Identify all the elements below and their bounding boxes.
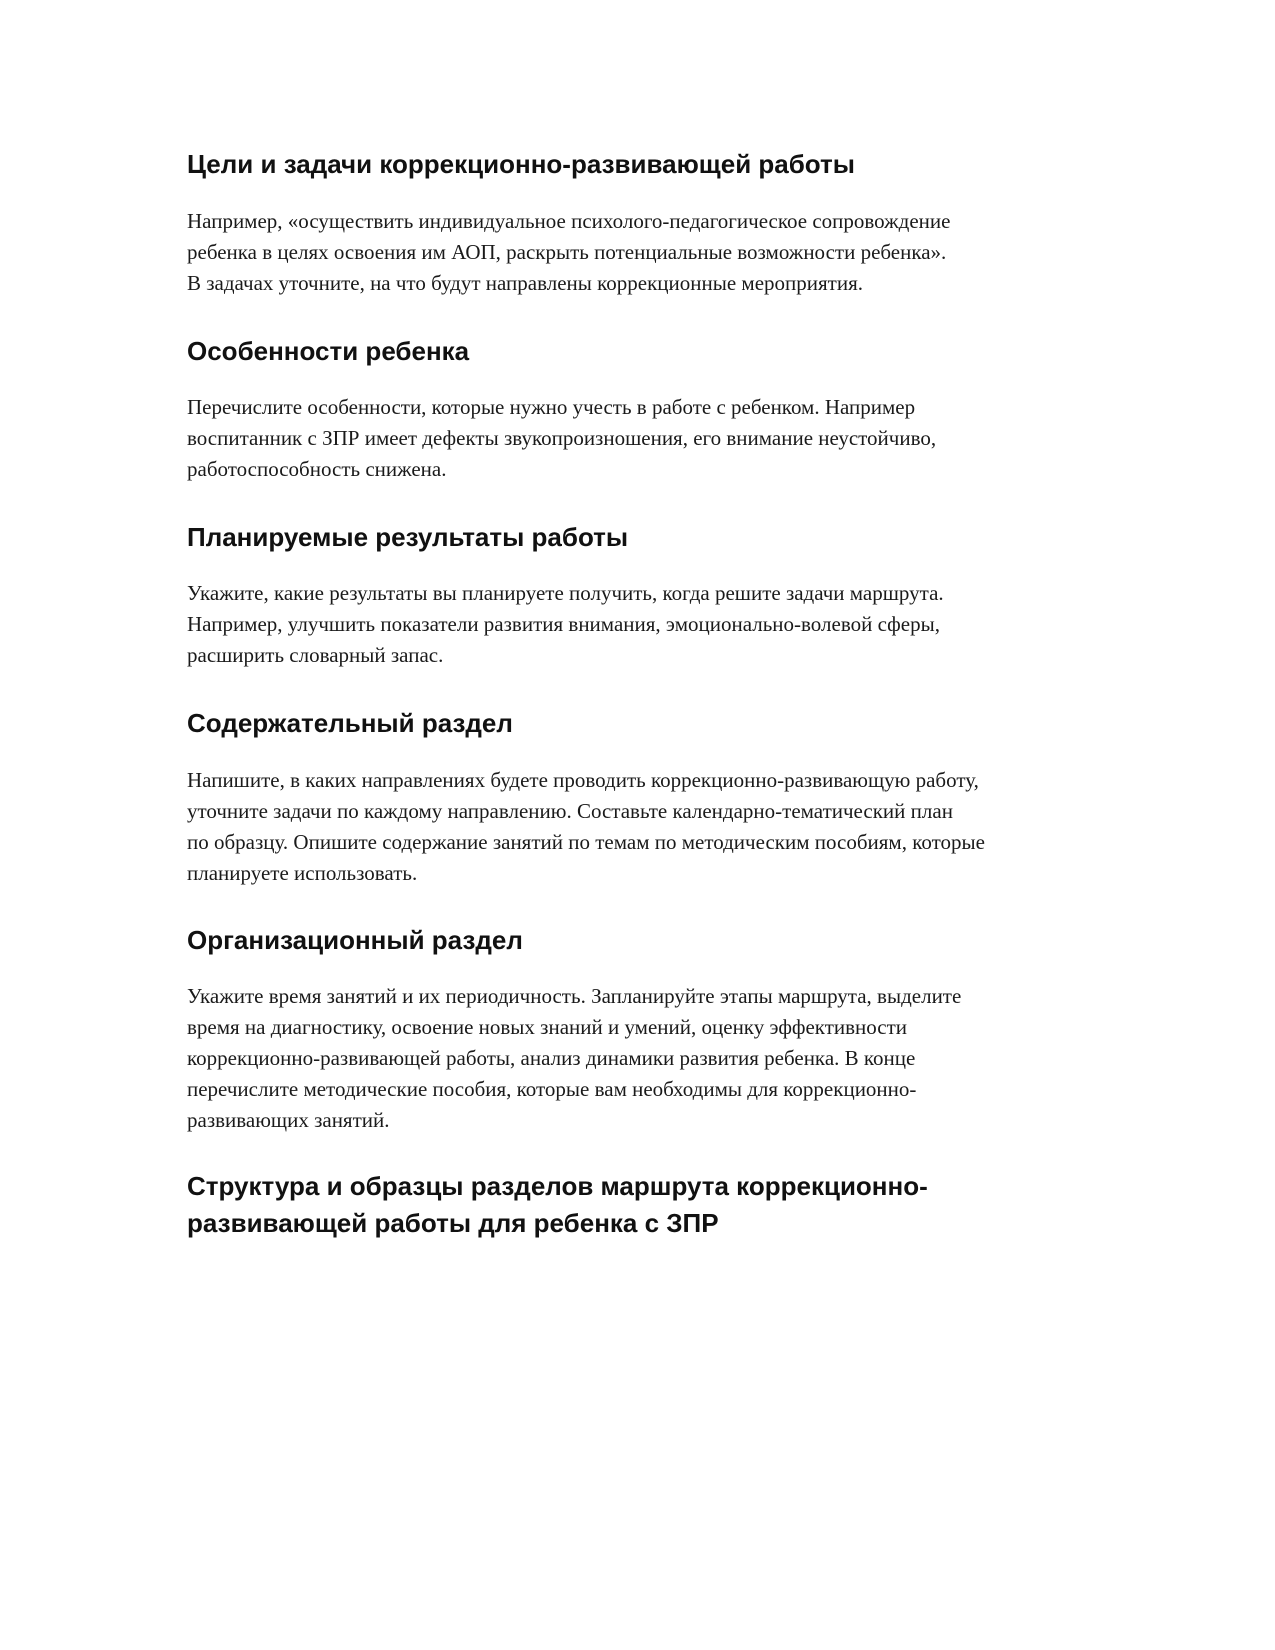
body-line: коррекционно-развивающей работы, анализ динамики развития ребенка. В конце: [187, 1046, 916, 1070]
body-line: В задачах уточните, на что будут направлены коррекционные мероприятия.: [187, 271, 863, 295]
section-body-organization: [187, 981, 1087, 1136]
body-line: уточните задачи по каждому направлению. Составьте календарно-тематический план: [187, 799, 953, 823]
section-body-content: [187, 765, 1087, 889]
section-title-planned-results: Планируемые результаты работы: [187, 522, 629, 552]
body-line: по образцу. Опишите содержание занятий по темам по методическим пособиям, которые: [187, 830, 985, 854]
body-line: работоспособность снижена.: [187, 457, 447, 481]
body-line: Перечислите особенности, которые нужно учесть в работе с ребенком. Например: [187, 395, 916, 419]
body-line: воспитанник с ЗПР имеет дефекты звукопроизношения, его внимание неустойчиво,: [187, 426, 937, 450]
closing-title: [187, 1168, 1087, 1242]
body-line: перечислите методические пособия, которые вам необходимы для коррекционно-: [187, 1077, 917, 1101]
section-body-goals: [187, 206, 1087, 299]
body-line: Напишите, в каких направлениях будете проводить коррекционно-развивающую работу,: [187, 768, 979, 792]
body-line: Например, «осуществить индивидуальное психолого-педагогическое сопровождение: [187, 209, 951, 233]
body-line: ребенка в целях освоения им АОП, раскрыть потенциальные возможности ребенка».: [187, 240, 947, 264]
closing-title-line: развивающей работы для ребенка с ЗПР: [187, 1208, 719, 1238]
section-title-content: Содержательный раздел: [187, 708, 513, 738]
section-title-goals: Цели и задачи коррекционно-развивающей работы: [187, 149, 855, 179]
body-line: планируете использовать.: [187, 861, 418, 885]
body-line: Укажите время занятий и их периодичность. Запланируйте этапы маршрута, выделите: [187, 984, 962, 1008]
section-title-organization: Организационный раздел: [187, 925, 523, 955]
body-line: развивающих занятий.: [187, 1108, 390, 1132]
closing-title-line: Структура и образцы разделов маршрута коррекционно-: [187, 1171, 928, 1201]
body-line: время на диагностику, освоение новых знаний и умений, оценку эффективности: [187, 1015, 908, 1039]
body-line: Укажите, какие результаты вы планируете получить, когда решите задачи маршрута.: [187, 581, 944, 605]
section-title-child-features: Особенности ребенка: [187, 336, 470, 366]
section-body-planned-results: [187, 578, 1087, 671]
body-line: расширить словарный запас.: [187, 643, 444, 667]
body-line: Например, улучшить показатели развития внимания, эмоционально-волевой сферы,: [187, 612, 940, 636]
section-body-child-features: [187, 392, 1087, 485]
